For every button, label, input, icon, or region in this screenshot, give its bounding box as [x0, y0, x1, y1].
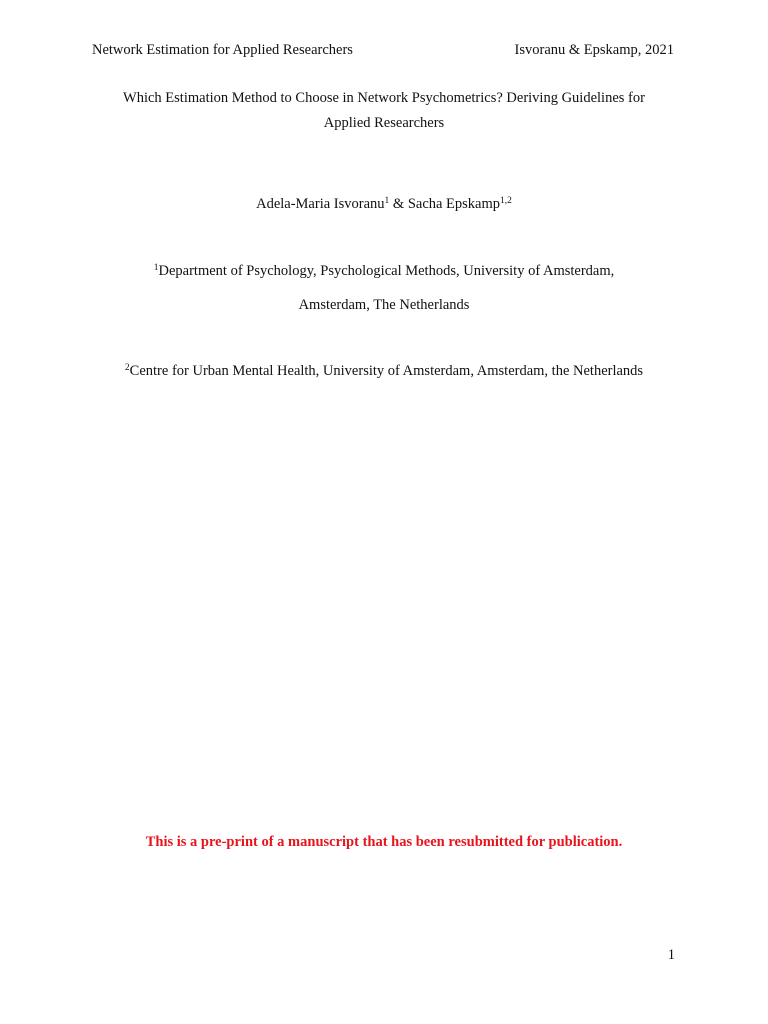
running-head-authors-year: Isvoranu & Epskamp, 2021	[514, 42, 674, 58]
paper-title-line-1: Which Estimation Method to Choose in Network Psychometrics? Deriving Guidelines for	[123, 90, 645, 106]
affiliation-1-line-2: Amsterdam, The Netherlands	[298, 297, 470, 313]
affiliation-2-line-1: Centre for Urban Mental Health, University of Amsterdam, Amsterdam, the Netherlands	[129, 363, 644, 379]
affiliation-2-mark: 2	[124, 363, 130, 373]
author-1-name: Adela-Maria Isvoranu	[256, 196, 385, 212]
running-head-short-title: Network Estimation for Applied Researchers	[92, 42, 353, 58]
author-separator: &	[389, 196, 408, 212]
affiliation-1-line-1: Department of Psychology, Psychological Methods, University of Amsterdam,	[158, 263, 615, 279]
preprint-notice: This is a pre-print of a manuscript that has been resubmitted for publication.	[145, 834, 623, 850]
affiliation-1-continued	[0, 297, 768, 314]
author-2-affiliation-mark: 1,2	[500, 196, 512, 206]
page-number: 1	[667, 947, 675, 963]
paper-title	[84, 86, 684, 136]
paper-title-line-2: Applied Researchers	[323, 115, 445, 131]
author-2-name: Sacha Epskamp	[407, 196, 501, 212]
affiliation-1	[0, 263, 768, 280]
affiliation-1-mark: 1	[153, 263, 159, 273]
author-list	[0, 196, 768, 213]
affiliation-2	[0, 363, 768, 380]
author-1-affiliation-mark: 1	[384, 196, 390, 206]
